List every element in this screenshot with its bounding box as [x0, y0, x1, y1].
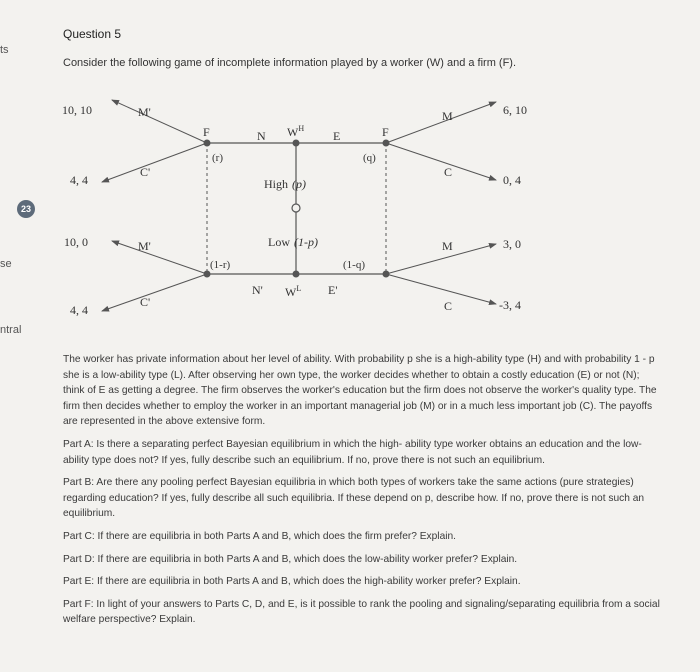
paragraph-part-b: Part B: Are there any pooling perfect Bayesian equilibria in which both types of workers take the same actions (pure strategies) regarding education? If yes, fully describe all such equilibria. If these depend on p, describe how. If no, prove there is not such an equilibrium. — [63, 477, 645, 520]
worker-low-label: $W^L$ — [285, 284, 302, 299]
worker-high-label: $W^H$ — [287, 124, 305, 139]
paragraph-setup: The worker has private information about her level of ability. With probability p she is a high-ability type (H) and with probability 1 - p she is a low-ability type (L). After observing her own type, the worker decides whether to obtain a costly education (E) or not (N); think of E as getting a degree. The firm observes the worker's education but the firm does not observe the worker's quality type. The firm then decides whether to employ the worker in an important managerial job (M) or in a much less important job (C). The payoffs are represented in the above extensive form. — [63, 354, 657, 428]
paragraph-part-f: Part F: In light of your answers to Parts C, D, and E, is it possible to rank the pooling and signaling/separating equilibria from a social welfare perspective? Explain. — [63, 598, 660, 626]
payoff-right-high-m: 6, 10 — [503, 103, 527, 117]
paragraph-part-e: Part E: If there are equilibria in both Parts A and B, which does the high-ability worker prefer? Explain. — [63, 576, 521, 588]
action-right-low-m: M — [442, 239, 453, 253]
belief-1-r: (1-r) — [210, 259, 231, 271]
payoff-right-low-c: -3, 4 — [499, 298, 521, 312]
node-firm-left-low — [204, 271, 211, 278]
action-high-n: N — [257, 129, 266, 143]
edge-left-low-m — [112, 241, 207, 274]
game-tree-diagram — [60, 98, 540, 320]
sidebar-fragment-mid[interactable]: se — [0, 258, 12, 270]
firm-right-label: F — [382, 125, 389, 139]
node-worker-low — [293, 271, 300, 278]
action-left-high-c: C' — [140, 165, 151, 179]
paragraph-part-a: Part A: Is there a separating perfect Bayesian equilibrium in which the high- ability type worker obtains an education and the low-ability type does not? If yes, fully describe such an equilibrium. If no, prove there is not such an equilibrium. — [63, 438, 642, 466]
action-left-low-m: M' — [138, 239, 151, 253]
node-firm-right-high — [383, 140, 390, 147]
edge-right-high-m — [386, 102, 496, 143]
nature-high-label: High (p) — [264, 177, 306, 191]
belief-1-q: (1-q) — [343, 259, 365, 271]
payoff-right-low-m: 3, 0 — [503, 237, 521, 251]
belief-q: (q) — [363, 152, 376, 164]
action-left-low-c: C' — [140, 295, 151, 309]
firm-left-label: F — [203, 125, 210, 139]
action-low-e: E' — [328, 283, 338, 297]
edge-left-high-m — [112, 100, 207, 143]
action-high-e: E — [333, 129, 341, 143]
paragraph-part-d: Part D: If there are equilibria in both Parts A and B, which does the low-ability worker prefer? Explain. — [63, 553, 518, 565]
action-low-n: N' — [252, 283, 263, 297]
left-rail — [0, 0, 44, 672]
action-right-high-c: C — [444, 165, 453, 179]
node-firm-left-high — [204, 140, 211, 147]
edge-right-low-c — [386, 274, 496, 304]
question-intro: Consider the following game of incomplete information played by a worker (W) and a firm (F). — [63, 57, 517, 69]
node-firm-right-low — [383, 271, 390, 278]
nature-low-label: Low (1-p) — [268, 235, 318, 249]
node-worker-high — [293, 140, 300, 147]
payoff-left-low-m: 10, 0 — [64, 235, 88, 249]
paragraph-part-c: Part C: If there are equilibria in both Parts A and B, which does the firm prefer? Explain. — [63, 530, 456, 542]
sidebar-fragment-top[interactable]: ts — [0, 44, 9, 56]
payoff-left-high-c: 4, 4 — [70, 173, 88, 187]
action-right-high-m: M — [442, 109, 453, 123]
belief-r: (r) — [212, 152, 223, 164]
payoff-left-low-c: 4, 4 — [70, 303, 88, 317]
action-right-low-c: C — [444, 299, 453, 313]
notification-badge[interactable]: 23 — [17, 200, 35, 218]
edge-right-high-c — [386, 143, 496, 180]
node-nature — [292, 204, 300, 212]
payoff-left-high-m: 10, 10 — [62, 103, 92, 117]
edge-left-low-c — [102, 274, 207, 311]
question-body — [63, 352, 663, 635]
sidebar-fragment-bottom[interactable]: ntral — [0, 324, 22, 336]
edge-left-high-c — [102, 143, 207, 182]
payoff-right-high-c: 0, 4 — [503, 173, 521, 187]
edge-right-low-m — [386, 244, 496, 274]
action-left-high-m: M' — [138, 105, 151, 119]
question-title: Question 5 — [63, 27, 122, 41]
